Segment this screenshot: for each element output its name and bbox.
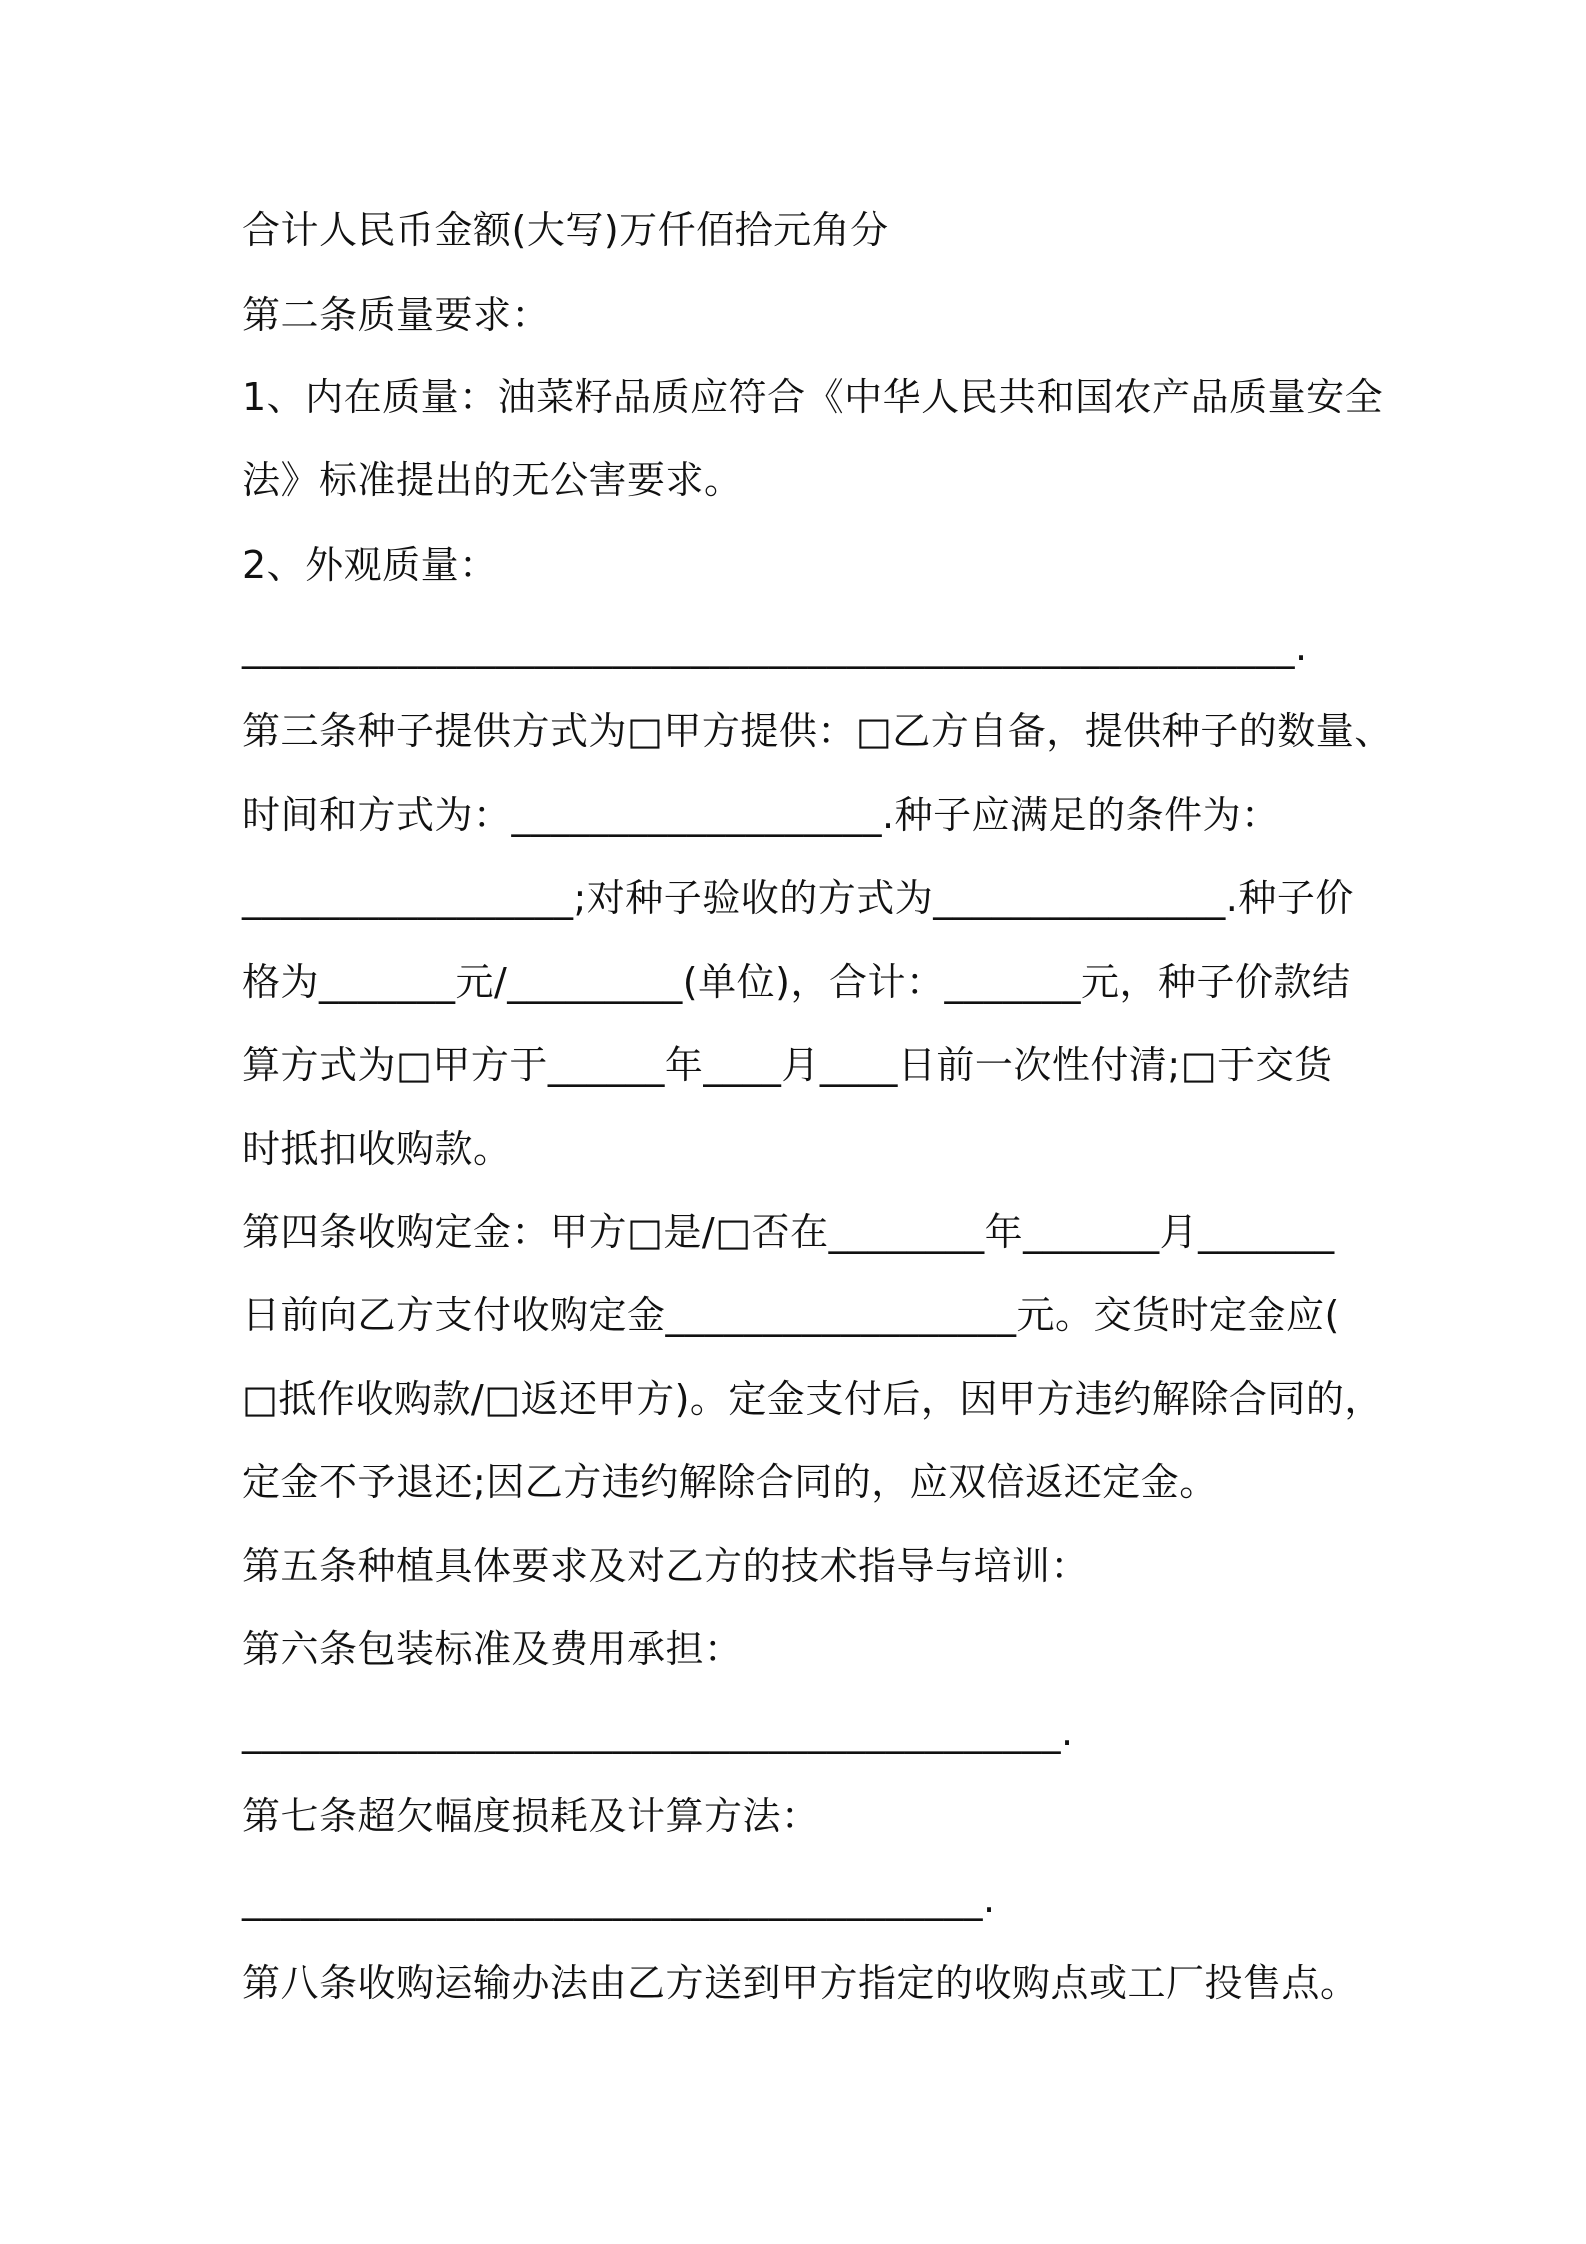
- text-line-blank-3: ______________________________________.: [242, 1877, 996, 1921]
- text-line-article-3-cont-4: 算方式为□甲方于______年____月____日前一次性付清;□于交货: [242, 1043, 1333, 1087]
- text-line-total-amount: 合计人民币金额(大写)万仟佰拾元角分: [242, 208, 889, 252]
- text-line-blank-1: ______________________________________________________.: [242, 625, 1308, 669]
- text-line-article-5: 第五条种植具体要求及对乙方的技术指导与培训：: [242, 1544, 1090, 1588]
- text-line-article-3-cont-3: 格为_______元/_________(单位)，合计：_______元，种子价款结: [242, 960, 1351, 1004]
- text-line-internal-quality: 1、内在质量：油菜籽品质应符合《中华人民共和国农产品质量安全: [242, 375, 1384, 419]
- text-line-article-4: 第四条收购定金：甲方□是/□否在________年_______月_______: [242, 1210, 1335, 1254]
- text-line-article-8: 第八条收购运输办法由乙方送到甲方指定的收购点或工厂投售点。: [242, 1961, 1359, 2005]
- text-line-article-4-cont-1: 日前向乙方支付收购定金__________________元。交货时定金应(: [242, 1293, 1340, 1337]
- text-line-article-3-cont-5: 时抵扣收购款。: [242, 1127, 512, 1171]
- text-line-article-3-cont-1: 时间和方式为：___________________.种子应满足的条件为：: [242, 793, 1280, 837]
- text-line-external-quality: 2、外观质量：: [242, 543, 498, 587]
- text-line-blank-2: __________________________________________.: [242, 1710, 1074, 1754]
- text-line-article-3-cont-2: _________________;对种子验收的方式为_______________.种子价: [242, 876, 1354, 920]
- text-line-article-2-heading: 第二条质量要求：: [242, 293, 551, 337]
- text-line-article-3: 第三条种子提供方式为□甲方提供：□乙方自备，提供种子的数量、: [242, 709, 1393, 753]
- text-line-article-6: 第六条包装标准及费用承担：: [242, 1627, 743, 1671]
- text-line-internal-quality-cont: 法》标准提出的无公害要求。: [242, 458, 743, 502]
- text-line-article-4-cont-2: □抵作收购款/□返还甲方)。定金支付后，因甲方违约解除合同的，: [242, 1377, 1383, 1421]
- text-line-article-7: 第七条超欠幅度损耗及计算方法：: [242, 1794, 820, 1838]
- text-line-article-4-cont-3: 定金不予退还;因乙方违约解除合同的，应双倍返还定金。: [242, 1460, 1218, 1504]
